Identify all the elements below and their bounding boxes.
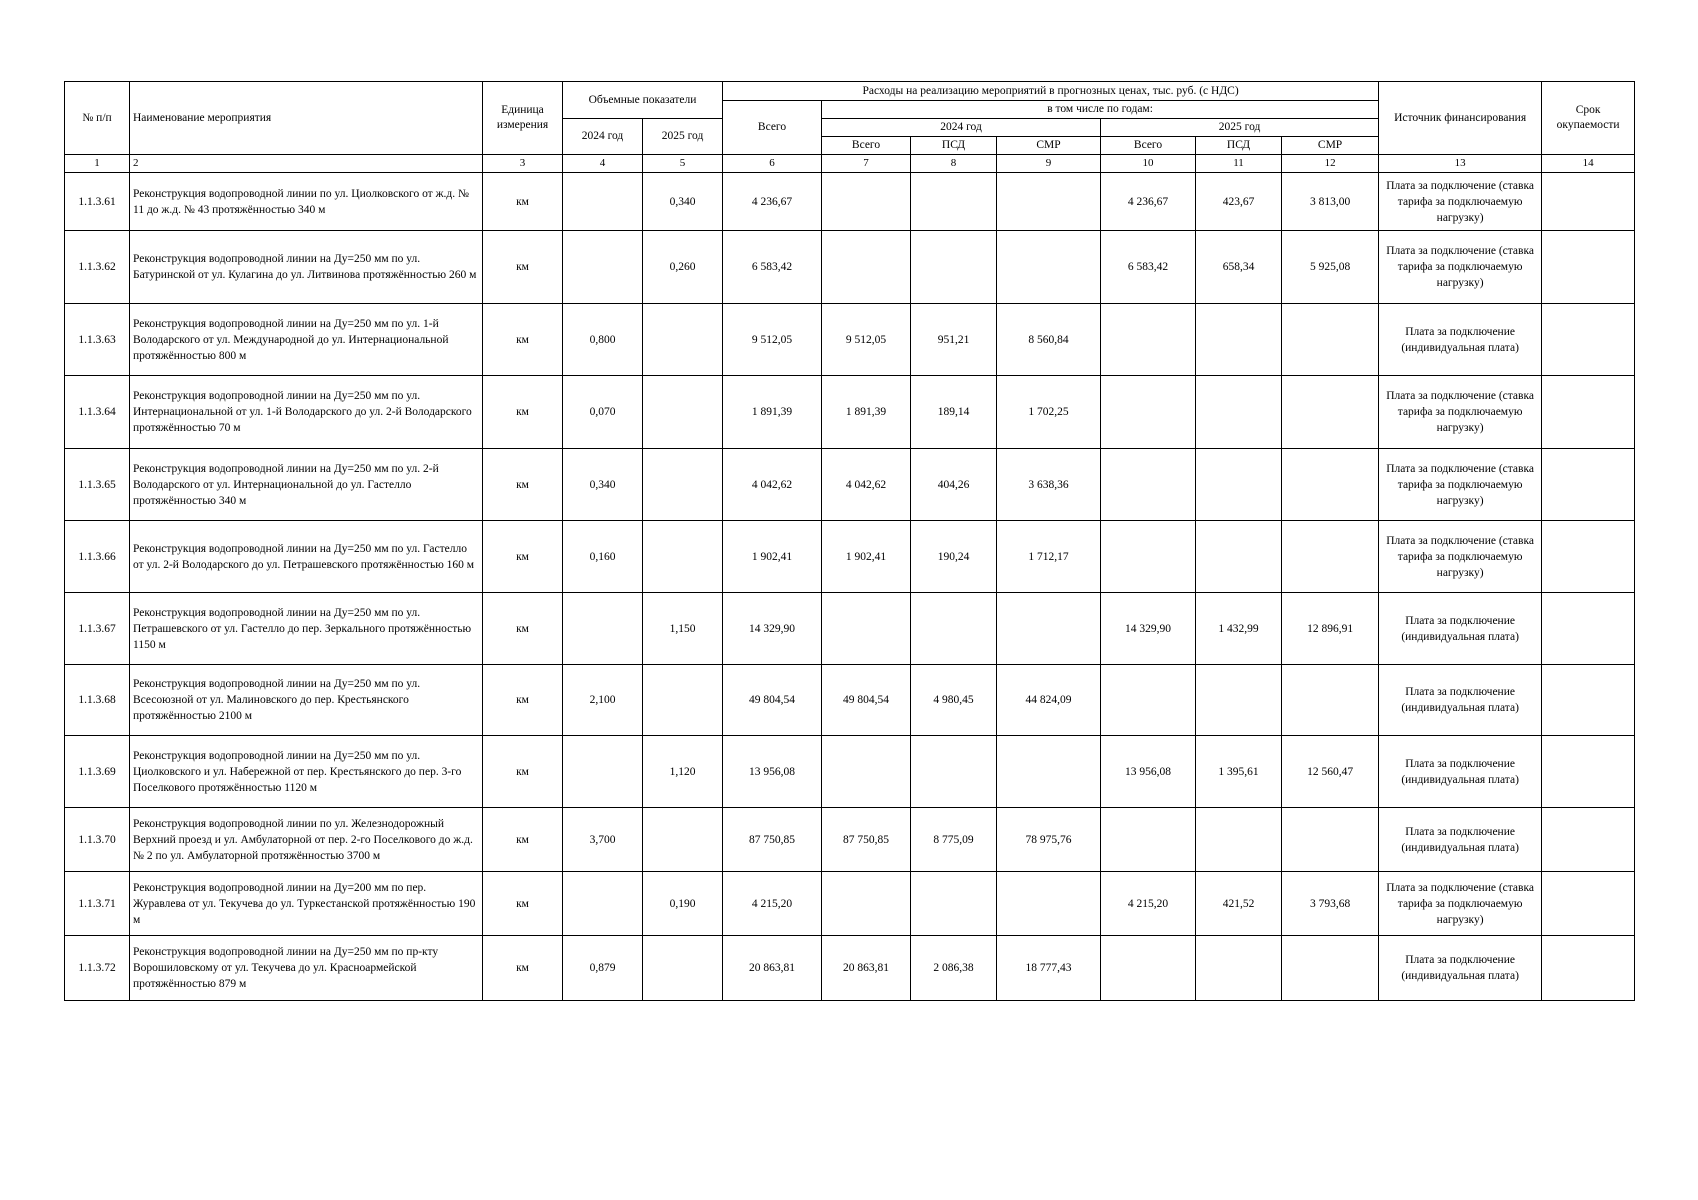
row-total: 9 512,05 — [723, 304, 822, 376]
row-2025-total — [1101, 808, 1196, 872]
row-number: 1.1.3.63 — [65, 304, 130, 376]
row-2025-total: 14 329,90 — [1101, 593, 1196, 665]
header-2024-psd: ПСД — [911, 137, 997, 155]
table-row — [65, 521, 1635, 593]
row-name: Реконструкция водопроводной линии по ул. Железнодорожный Верхний проезд и ул. Амбулаторной от пер. 2-го Поселкового до ж.д. № 2 по ул. Амбулаторной протяжённостью 3700 м — [130, 808, 483, 872]
row-number: 1.1.3.68 — [65, 665, 130, 736]
row-2024-total — [822, 231, 911, 304]
column-number: 11 — [1196, 155, 1282, 173]
row-total: 1 902,41 — [723, 521, 822, 593]
row-2024-smr — [997, 593, 1101, 665]
row-2024-total — [822, 173, 911, 231]
row-payback — [1542, 736, 1635, 808]
row-unit: км — [483, 304, 563, 376]
row-number: 1.1.3.67 — [65, 593, 130, 665]
row-2024-psd: 189,14 — [911, 376, 997, 449]
row-2024-smr: 44 824,09 — [997, 665, 1101, 736]
row-2024-smr: 18 777,43 — [997, 936, 1101, 1001]
table-row — [65, 376, 1635, 449]
column-number: 1 — [65, 155, 130, 173]
row-volume-2025 — [643, 376, 723, 449]
row-volume-2024: 0,160 — [563, 521, 643, 593]
header-2025-psd: ПСД — [1196, 137, 1282, 155]
row-2025-smr — [1282, 665, 1379, 736]
row-2025-total — [1101, 376, 1196, 449]
row-2025-psd: 1 432,99 — [1196, 593, 1282, 665]
row-name: Реконструкция водопроводной линии на Ду=250 мм по ул. 2-й Володарского от ул. Интернациональной до ул. Гастелло протяжённостью 340 м — [130, 449, 483, 521]
row-2025-total: 6 583,42 — [1101, 231, 1196, 304]
row-2024-total: 1 891,39 — [822, 376, 911, 449]
row-payback — [1542, 376, 1635, 449]
header-volume: Объемные показатели — [563, 82, 723, 119]
table-row — [65, 449, 1635, 521]
header-total: Всего — [723, 101, 822, 155]
table-row — [65, 936, 1635, 1001]
column-number: 5 — [643, 155, 723, 173]
row-2025-total: 4 215,20 — [1101, 872, 1196, 936]
header-payback: Срок окупаемости — [1542, 82, 1635, 155]
row-name: Реконструкция водопроводной линии на Ду=250 мм по пр-кту Ворошиловскому от ул. Текучева до ул. Красноармейской протяжённостью 879 м — [130, 936, 483, 1001]
row-2024-total: 87 750,85 — [822, 808, 911, 872]
row-2024-total: 1 902,41 — [822, 521, 911, 593]
header-year-2025: 2025 год — [1101, 119, 1379, 137]
row-volume-2024: 0,879 — [563, 936, 643, 1001]
table-row — [65, 665, 1635, 736]
row-2025-smr — [1282, 936, 1379, 1001]
row-2025-smr — [1282, 304, 1379, 376]
row-2025-total: 4 236,67 — [1101, 173, 1196, 231]
header-2024-smr: СМР — [997, 137, 1101, 155]
column-number: 10 — [1101, 155, 1196, 173]
row-volume-2025 — [643, 449, 723, 521]
row-source: Плата за подключение (ставка тарифа за подключаемую нагрузку) — [1379, 872, 1542, 936]
row-2025-psd — [1196, 376, 1282, 449]
row-2025-total: 13 956,08 — [1101, 736, 1196, 808]
row-source: Плата за подключение (индивидуальная плата) — [1379, 665, 1542, 736]
header-num: № п/п — [65, 82, 130, 155]
header-2025-smr: СМР — [1282, 137, 1379, 155]
row-total: 20 863,81 — [723, 936, 822, 1001]
column-number: 14 — [1542, 155, 1635, 173]
row-2024-smr: 78 975,76 — [997, 808, 1101, 872]
row-2024-total: 49 804,54 — [822, 665, 911, 736]
row-2025-psd: 658,34 — [1196, 231, 1282, 304]
row-payback — [1542, 808, 1635, 872]
row-total: 13 956,08 — [723, 736, 822, 808]
row-total: 14 329,90 — [723, 593, 822, 665]
column-number: 9 — [997, 155, 1101, 173]
row-2024-psd: 8 775,09 — [911, 808, 997, 872]
row-2024-psd — [911, 736, 997, 808]
row-volume-2024 — [563, 173, 643, 231]
row-2024-smr: 1 702,25 — [997, 376, 1101, 449]
row-source: Плата за подключение (индивидуальная плата) — [1379, 808, 1542, 872]
row-2025-smr: 3 793,68 — [1282, 872, 1379, 936]
row-2024-smr — [997, 872, 1101, 936]
column-number: 7 — [822, 155, 911, 173]
row-2025-smr: 12 560,47 — [1282, 736, 1379, 808]
row-number: 1.1.3.64 — [65, 376, 130, 449]
row-unit: км — [483, 376, 563, 449]
table-row — [65, 173, 1635, 231]
row-2025-psd — [1196, 449, 1282, 521]
row-2024-psd — [911, 231, 997, 304]
header-vol-2024: 2024 год — [563, 119, 643, 155]
row-number: 1.1.3.72 — [65, 936, 130, 1001]
row-total: 4 042,62 — [723, 449, 822, 521]
row-volume-2025 — [643, 304, 723, 376]
row-2025-psd — [1196, 304, 1282, 376]
row-2025-smr: 12 896,91 — [1282, 593, 1379, 665]
row-source: Плата за подключение (индивидуальная плата) — [1379, 936, 1542, 1001]
row-unit: км — [483, 936, 563, 1001]
row-2025-smr: 5 925,08 — [1282, 231, 1379, 304]
row-source: Плата за подключение (индивидуальная плата) — [1379, 304, 1542, 376]
row-volume-2025 — [643, 936, 723, 1001]
row-2024-smr: 1 712,17 — [997, 521, 1101, 593]
row-source: Плата за подключение (ставка тарифа за подключаемую нагрузку) — [1379, 231, 1542, 304]
row-number: 1.1.3.70 — [65, 808, 130, 872]
row-2025-psd: 423,67 — [1196, 173, 1282, 231]
row-unit: км — [483, 736, 563, 808]
investment-program-table — [64, 81, 1635, 1001]
row-unit: км — [483, 665, 563, 736]
row-2024-psd — [911, 593, 997, 665]
table-row — [65, 736, 1635, 808]
header-name: Наименование мероприятия — [130, 82, 483, 155]
column-number: 6 — [723, 155, 822, 173]
row-2025-smr — [1282, 521, 1379, 593]
row-payback — [1542, 173, 1635, 231]
row-2024-smr — [997, 736, 1101, 808]
row-2024-psd: 951,21 — [911, 304, 997, 376]
row-payback — [1542, 521, 1635, 593]
column-number: 4 — [563, 155, 643, 173]
row-unit: км — [483, 593, 563, 665]
row-number: 1.1.3.62 — [65, 231, 130, 304]
column-number: 13 — [1379, 155, 1542, 173]
column-number: 3 — [483, 155, 563, 173]
row-total: 49 804,54 — [723, 665, 822, 736]
row-2024-smr: 8 560,84 — [997, 304, 1101, 376]
row-2025-total — [1101, 449, 1196, 521]
header-2024-total: Всего — [822, 137, 911, 155]
row-unit: км — [483, 449, 563, 521]
row-payback — [1542, 304, 1635, 376]
header-source: Источник финансирования — [1379, 82, 1542, 155]
table-row — [65, 593, 1635, 665]
row-number: 1.1.3.65 — [65, 449, 130, 521]
row-total: 87 750,85 — [723, 808, 822, 872]
row-source: Плата за подключение (ставка тарифа за подключаемую нагрузку) — [1379, 521, 1542, 593]
row-number: 1.1.3.66 — [65, 521, 130, 593]
row-2025-total — [1101, 304, 1196, 376]
row-2025-psd — [1196, 808, 1282, 872]
row-unit: км — [483, 872, 563, 936]
row-total: 6 583,42 — [723, 231, 822, 304]
table-row — [65, 231, 1635, 304]
header-year-2024: 2024 год — [822, 119, 1101, 137]
row-volume-2024: 3,700 — [563, 808, 643, 872]
row-2024-smr — [997, 231, 1101, 304]
row-2024-total: 4 042,62 — [822, 449, 911, 521]
row-volume-2025: 0,260 — [643, 231, 723, 304]
row-2025-smr — [1282, 376, 1379, 449]
row-2025-psd: 421,52 — [1196, 872, 1282, 936]
row-payback — [1542, 449, 1635, 521]
column-number: 8 — [911, 155, 997, 173]
row-name: Реконструкция водопроводной линии на Ду=200 мм по пер. Журавлева от ул. Текучева до ул. Туркестанской протяжённостью 190 м — [130, 872, 483, 936]
row-name: Реконструкция водопроводной линии на Ду=250 мм по ул. Батуринской от ул. Кулагина до ул. Литвинова протяжённостью 260 м — [130, 231, 483, 304]
row-source: Плата за подключение (ставка тарифа за подключаемую нагрузку) — [1379, 173, 1542, 231]
row-2024-psd: 190,24 — [911, 521, 997, 593]
row-2024-total — [822, 872, 911, 936]
row-2024-smr: 3 638,36 — [997, 449, 1101, 521]
header-costs: Расходы на реализацию мероприятий в прогнозных ценах, тыс. руб. (с НДС) — [723, 82, 1379, 101]
column-number: 2 — [130, 155, 483, 173]
row-source: Плата за подключение (индивидуальная плата) — [1379, 736, 1542, 808]
row-2025-total — [1101, 521, 1196, 593]
row-2024-psd — [911, 173, 997, 231]
row-name: Реконструкция водопроводной линии на Ду=250 мм по ул. Петрашевского от ул. Гастелло до пер. Зеркального протяжённостью 1150 м — [130, 593, 483, 665]
row-unit: км — [483, 231, 563, 304]
row-2025-psd — [1196, 936, 1282, 1001]
column-number: 12 — [1282, 155, 1379, 173]
row-2024-total — [822, 593, 911, 665]
row-2024-smr — [997, 173, 1101, 231]
row-2025-psd — [1196, 521, 1282, 593]
row-2024-psd: 4 980,45 — [911, 665, 997, 736]
row-volume-2024 — [563, 231, 643, 304]
row-source: Плата за подключение (индивидуальная плата) — [1379, 593, 1542, 665]
row-volume-2024: 0,340 — [563, 449, 643, 521]
header-vol-2025: 2025 год — [643, 119, 723, 155]
row-number: 1.1.3.69 — [65, 736, 130, 808]
row-2025-psd: 1 395,61 — [1196, 736, 1282, 808]
row-volume-2024 — [563, 736, 643, 808]
row-name: Реконструкция водопроводной линии по ул. Циолковского от ж.д. № 11 до ж.д. № 43 протяжённостью 340 м — [130, 173, 483, 231]
row-volume-2025: 0,340 — [643, 173, 723, 231]
row-payback — [1542, 665, 1635, 736]
row-volume-2024: 0,070 — [563, 376, 643, 449]
header-unit: Единица измерения — [483, 82, 563, 155]
row-name: Реконструкция водопроводной линии на Ду=250 мм по ул. Интернациональной от ул. 1-й Володарского до ул. 2-й Володарского протяжённостью 70 м — [130, 376, 483, 449]
row-source: Плата за подключение (ставка тарифа за подключаемую нагрузку) — [1379, 449, 1542, 521]
row-2024-total: 9 512,05 — [822, 304, 911, 376]
column-numbers-row — [65, 155, 1635, 173]
row-unit: км — [483, 808, 563, 872]
row-name: Реконструкция водопроводной линии на Ду=250 мм по ул. Циолковского и ул. Набережной от пер. Крестьянского до пер. 3-го Поселкового протяжённостью 1120 м — [130, 736, 483, 808]
row-2024-total — [822, 736, 911, 808]
row-2025-total — [1101, 665, 1196, 736]
row-total: 4 215,20 — [723, 872, 822, 936]
header-by-years: в том числе по годам: — [822, 101, 1379, 119]
row-name: Реконструкция водопроводной линии на Ду=250 мм по ул. Гастелло от ул. 2-й Володарского до ул. Петрашевского протяжённостью 160 м — [130, 521, 483, 593]
table-body — [65, 173, 1635, 1001]
row-volume-2025: 0,190 — [643, 872, 723, 936]
row-name: Реконструкция водопроводной линии на Ду=250 мм по ул. Всесоюзной от ул. Малиновского до пер. Крестьянского протяжённостью 2100 м — [130, 665, 483, 736]
row-payback — [1542, 936, 1635, 1001]
row-2024-psd: 2 086,38 — [911, 936, 997, 1001]
row-volume-2024: 2,100 — [563, 665, 643, 736]
row-total: 1 891,39 — [723, 376, 822, 449]
table-row — [65, 872, 1635, 936]
row-2025-smr — [1282, 449, 1379, 521]
row-volume-2025 — [643, 521, 723, 593]
row-name: Реконструкция водопроводной линии на Ду=250 мм по ул. 1-й Володарского от ул. Международной до ул. Интернациональной протяжённостью 800 м — [130, 304, 483, 376]
row-total: 4 236,67 — [723, 173, 822, 231]
row-2024-total: 20 863,81 — [822, 936, 911, 1001]
row-volume-2025: 1,150 — [643, 593, 723, 665]
row-2024-psd — [911, 872, 997, 936]
row-volume-2024: 0,800 — [563, 304, 643, 376]
header-2025-total: Всего — [1101, 137, 1196, 155]
row-number: 1.1.3.71 — [65, 872, 130, 936]
row-volume-2025 — [643, 665, 723, 736]
row-payback — [1542, 593, 1635, 665]
row-payback — [1542, 872, 1635, 936]
row-volume-2024 — [563, 872, 643, 936]
row-source: Плата за подключение (ставка тарифа за подключаемую нагрузку) — [1379, 376, 1542, 449]
row-2025-smr — [1282, 808, 1379, 872]
table-row — [65, 808, 1635, 872]
row-number: 1.1.3.61 — [65, 173, 130, 231]
row-2025-psd — [1196, 665, 1282, 736]
row-payback — [1542, 231, 1635, 304]
row-2025-smr: 3 813,00 — [1282, 173, 1379, 231]
row-unit: км — [483, 173, 563, 231]
table-row — [65, 304, 1635, 376]
row-2024-psd: 404,26 — [911, 449, 997, 521]
row-volume-2024 — [563, 593, 643, 665]
row-volume-2025 — [643, 808, 723, 872]
row-2025-total — [1101, 936, 1196, 1001]
row-volume-2025: 1,120 — [643, 736, 723, 808]
row-unit: км — [483, 521, 563, 593]
